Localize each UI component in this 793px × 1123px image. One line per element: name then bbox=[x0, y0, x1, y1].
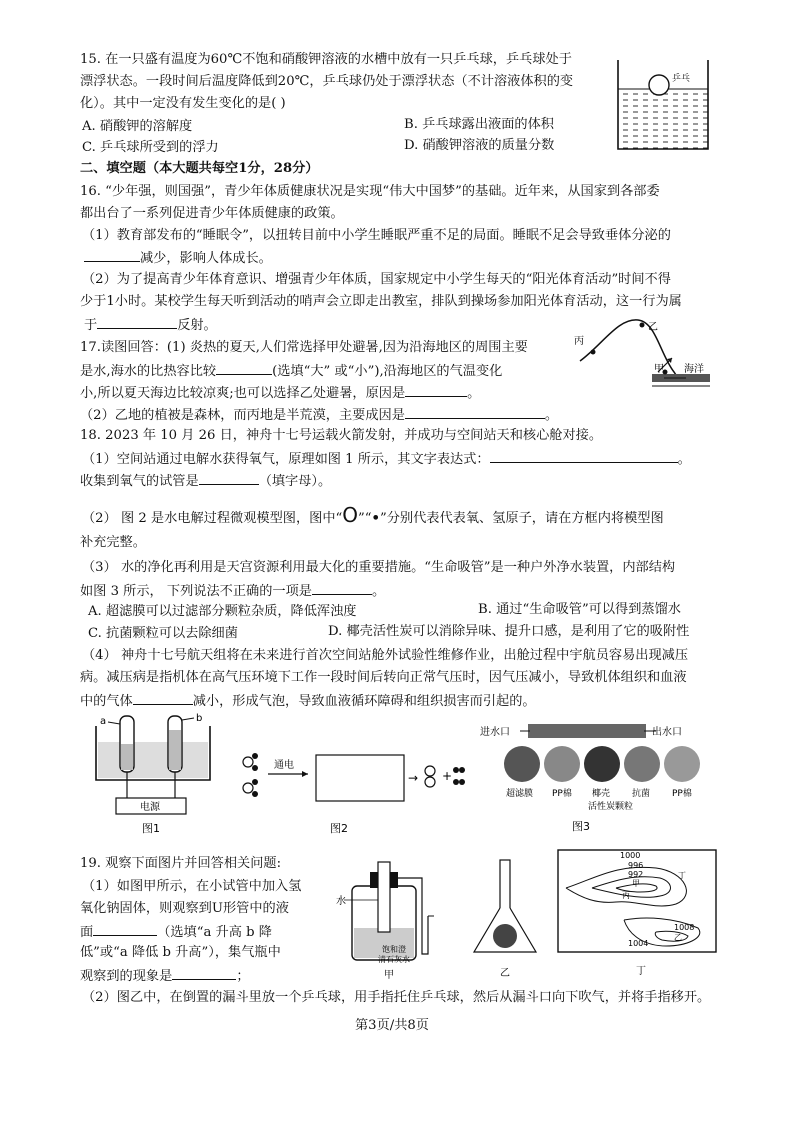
figding-label-ding: 丁 bbox=[678, 871, 686, 880]
answer-blank[interactable] bbox=[97, 316, 177, 329]
q18-line10: 中的气体 减小，形成气泡，导致血液循环障碍和组织损害而引起的。 bbox=[80, 694, 536, 709]
answer-blank[interactable] bbox=[405, 406, 545, 419]
fig1-electrolysis bbox=[86, 712, 226, 834]
fig2-label-tongdian: 通电 bbox=[274, 760, 294, 771]
figjia-caption: 甲 bbox=[384, 970, 394, 981]
fig2-micro-model bbox=[236, 752, 476, 836]
q15-line1: 15. 在一只盛有温度为60℃不饱和硝酸钾溶液的水槽中放有一只乒乓球，乒乓球处于 bbox=[80, 52, 572, 67]
q15-option-a: A. 硝酸钾的溶解度 bbox=[82, 119, 193, 134]
q19-fig-jia bbox=[330, 858, 452, 982]
q16-line3: （1）教育部发布的“睡眠令”，以扭转目前中小学生睡眠严重不足的局面。睡眠不足会导致垂体分泌的 bbox=[82, 228, 671, 243]
fig2-answer-box[interactable] bbox=[316, 755, 404, 801]
q17-line1: 17.读图回答：(1) 炎热的夏天,人们常选择甲处避暑,因为沿海地区的周围主要 bbox=[80, 340, 528, 355]
q19-line2: （1）如图甲所示，在小试管中加入氢 bbox=[82, 879, 302, 894]
q16-line5: （2）为了提高青少年体育意识、增强青少年体质，国家规定中小学生每天的“阳光体育活动”时间不得 bbox=[82, 272, 671, 287]
q15-fig-label: 乒乓 bbox=[672, 74, 691, 84]
fig3-sub-label: 活性炭颗粒 bbox=[588, 802, 634, 812]
q19-line4: 面 （选填“a 升高 b 降 bbox=[80, 925, 272, 940]
fig3-life-straw bbox=[476, 720, 720, 836]
q19-line6: 观察到的现象是 ； bbox=[80, 969, 250, 984]
svg-text:→: → bbox=[408, 771, 419, 785]
figjia-label-2: 清石灰水 bbox=[378, 955, 410, 964]
figding-label-jia: 甲 bbox=[632, 879, 640, 888]
q19-fig-ding bbox=[556, 848, 720, 978]
label-jia: 甲 bbox=[654, 364, 664, 375]
answer-blank[interactable] bbox=[216, 362, 272, 375]
q15-line2: 漂浮状态。一段时间后温度降低到20℃，乒乓球仍处于漂浮状态（不计溶液体积的变 bbox=[80, 74, 574, 89]
isobar-label: 992 bbox=[628, 870, 644, 879]
page-number: 第3页/共8页 bbox=[355, 1018, 429, 1033]
label-bing: 丙 bbox=[574, 336, 584, 347]
answer-blank[interactable] bbox=[312, 582, 372, 595]
isobar-label: 1004 bbox=[628, 939, 649, 948]
answer-blank[interactable] bbox=[133, 692, 193, 705]
fig3-part-label: PP棉 bbox=[552, 789, 572, 799]
q17-figure-mountain bbox=[568, 316, 718, 396]
fig1-caption: 图1 bbox=[142, 822, 160, 834]
q15-figure-tank bbox=[612, 55, 717, 155]
figding-caption: 丁 bbox=[636, 966, 646, 977]
answer-blank[interactable] bbox=[490, 450, 678, 463]
q18-line1: 18. 2023 年 10 月 26 日，神舟十七号运载火箭发射，并成功与空间站天和核心舱对接。 bbox=[80, 428, 603, 443]
answer-blank[interactable] bbox=[84, 249, 140, 262]
q15-line3: 化）。其中一定没有发生变化的是( ) bbox=[80, 96, 286, 111]
q18-option-d: D. 椰壳活性炭可以消除异味、提升口感，是利用了它的吸附性 bbox=[328, 624, 690, 639]
q16-line2: 都出台了一系列促进青少年体质健康的政策。 bbox=[80, 206, 344, 221]
q17-line4: （2）乙地的植被是森林，而丙地是半荒漠，主要成因是 。 bbox=[80, 408, 559, 423]
answer-blank[interactable] bbox=[405, 384, 467, 397]
fig1-label-a: a bbox=[100, 716, 107, 727]
q16-line4: 减少，影响人体成长。 bbox=[84, 249, 272, 267]
q19-fig-yi bbox=[466, 858, 546, 982]
figyi-caption: 乙 bbox=[500, 968, 510, 979]
q16-line6: 少于1小时。某校学生每天听到活动的哨声会立即走出教室，排队到操场参加阳光体育活动，这一行为属 bbox=[80, 294, 682, 309]
q16-line1: 16. “少年强，则国强”，青少年体质健康状况是实现“伟大中国梦”的基础。近年来，从国家到各部委 bbox=[80, 184, 660, 199]
q18-option-c: C. 抗菌颗粒可以去除细菌 bbox=[88, 626, 238, 641]
q18-line8: （4） 神舟十七号航天组将在未来进行首次空间站舱外试验性维修作业，出舱过程中宇航员容易出现减压 bbox=[82, 648, 689, 663]
answer-blank[interactable] bbox=[172, 967, 236, 980]
fig1-power-label: 电源 bbox=[140, 802, 160, 813]
q18-line4: （2） 图 2 是水电解过程微观模型图，图中“O”“•”分别代表代表氧、氢原子，请在方框内将模型图 bbox=[82, 503, 664, 527]
isobar-label: 1000 bbox=[620, 851, 641, 860]
q17-line2: 是水,海水的比热容比较 (选填“大” 或“小”),沿海地区的气温变化 bbox=[80, 364, 503, 379]
q17-line3: 小,所以夏天海边比较凉爽;也可以选择乙处避暑，原因是 。 bbox=[80, 386, 481, 401]
fig3-part-label: 椰壳 bbox=[592, 789, 611, 799]
figding-label-bing: 丙 bbox=[622, 891, 630, 900]
ping-pong-ball bbox=[649, 75, 669, 95]
q19-line7: （2）图乙中，在倒置的漏斗里放一个乒乓球，用手指托住乒乓球，然后从漏斗口向下吹气，并将手指移开。 bbox=[82, 990, 711, 1005]
isobar-label: 1008 bbox=[674, 923, 695, 932]
q15-option-b: B. 乒乓球露出液面的体积 bbox=[404, 117, 554, 132]
q18-line9: 病。减压病是指机体在高气压环境下工作一段时间后转向正常气压时，因气压减小，导致机体组织和血液 bbox=[80, 670, 687, 685]
fig1-label-b: b bbox=[196, 713, 203, 724]
q19-line5: 低”或“a 降低 b 升高”），集气瓶中 bbox=[80, 945, 281, 960]
q18-option-a: A. 超滤膜可以过滤部分颗粒杂质，降低浑浊度 bbox=[88, 604, 357, 619]
q16-line7: 于 反射。 bbox=[84, 318, 217, 333]
q18-line6: （3） 水的净化再利用是天宫资源利用最大化的重要措施。“生命吸管”是一种户外净水装置，内部结构 bbox=[82, 560, 676, 575]
fig3-part-label: PP棉 bbox=[672, 789, 692, 799]
answer-blank[interactable] bbox=[93, 923, 157, 936]
label-ocean: 海洋 bbox=[684, 364, 704, 375]
figding-label-yi: 乙 bbox=[674, 933, 682, 942]
label-yi: 乙 bbox=[648, 322, 658, 333]
isobar-label: 996 bbox=[628, 861, 644, 870]
fig2-caption: 图2 bbox=[330, 822, 348, 835]
q18-option-b: B. 通过“生命吸管”可以得到蒸馏水 bbox=[478, 602, 681, 617]
q18-line3: 收集到氧气的试管是 （填字母）。 bbox=[80, 474, 332, 489]
q19-line1: 19. 观察下面图片并回答相关问题: bbox=[80, 856, 282, 871]
fig3-caption: 图3 bbox=[572, 820, 590, 833]
q19-line3: 氧化钠固体，则观察到U形管中的液 bbox=[80, 901, 289, 916]
figjia-water-label: 水 bbox=[336, 896, 346, 907]
answer-blank[interactable] bbox=[199, 472, 259, 485]
fig3-inlet-label: 进水口 bbox=[480, 727, 510, 738]
q15-option-c: C. 乒乓球所受到的浮力 bbox=[82, 140, 219, 155]
q18-line2: （1）空间站通过电解水获得氧气，原理如图 1 所示，其文字表达式： 。 bbox=[82, 452, 691, 467]
figjia-label-1: 饱和澄 bbox=[382, 945, 406, 954]
fig3-part-label: 抗菌 bbox=[632, 789, 651, 799]
q18-line7: 如图 3 所示， 下列说法不正确的一项是 。 bbox=[80, 584, 386, 599]
svg-text:+: + bbox=[442, 769, 453, 783]
q15-option-d: D. 硝酸钾溶液的质量分数 bbox=[404, 138, 555, 153]
q18-line5: 补充完整。 bbox=[80, 535, 146, 550]
section2-heading: 二、填空题（本大题共每空1分，28分） bbox=[80, 161, 319, 176]
fig3-outlet-label: 出水口 bbox=[652, 727, 682, 738]
fig3-part-label: 超滤膜 bbox=[506, 789, 534, 799]
